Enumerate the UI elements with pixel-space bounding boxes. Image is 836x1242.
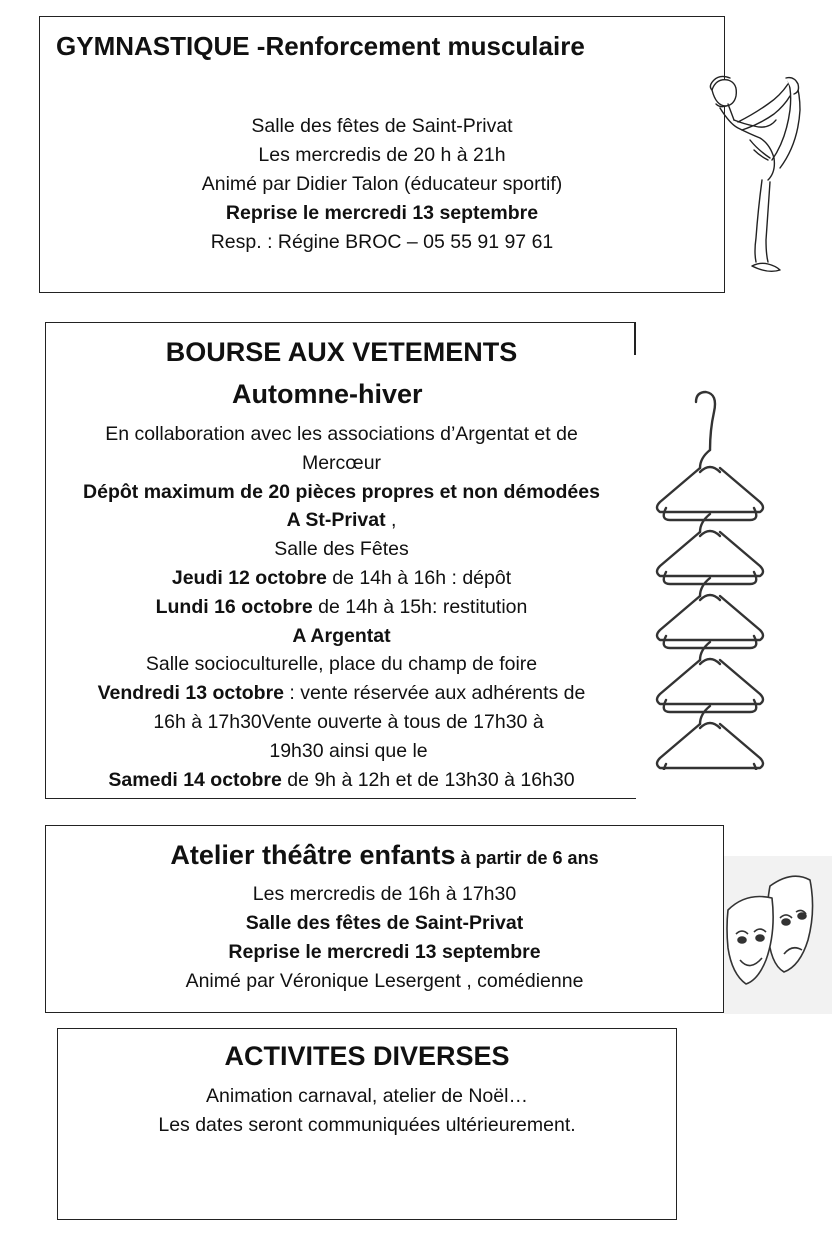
clothes-hangers-illustration [650,388,770,770]
theatre-details [46,880,723,996]
bourse-collab-line-2: Mercœur [301,451,382,474]
activites-line-1: Animation carnaval, atelier de Noël… [206,1085,528,1107]
theatre-section [45,825,724,1013]
gym-section [39,16,725,293]
gym-location: Salle des fêtes de Saint-Privat [251,115,513,137]
gym-details [40,112,724,257]
activites-line-2: Les dates seront communiquées ultérieurement. [158,1114,576,1136]
bourse-details [46,420,637,794]
theatre-schedule: Les mercredis de 16h à 17h30 [252,883,517,905]
gymnast-illustration [690,70,810,275]
bourse-place-1-name: A St-Privat [286,509,386,532]
bourse-collab-line-1: En collaboration avec les associations d’Argentat et de [105,423,578,445]
activites-title: ACTIVITES DIVERSES [224,1041,510,1071]
activites-details [58,1082,676,1140]
bourse-depot-max: Dépôt maximum de 20 pièces propres et non démodées [83,480,600,503]
bourse-jeudi-time: de 14h à 16h : dépôt [326,566,512,589]
gym-contact: Resp. : Régine BROC – 05 55 91 97 61 [210,231,554,253]
gym-schedule: Les mercredis de 20 h à 21h [258,144,506,166]
bourse-place-1-suffix: , [385,509,397,532]
bourse-samedi [46,766,637,795]
bourse-jeudi-date: Jeudi 12 octobre [171,566,327,589]
theatre-header [46,840,723,871]
bourse-lundi-date: Lundi 16 octobre [155,595,313,618]
bourse-vendredi-line-2: 16h à 17h30Vente ouverte à tous de 17h30 à [153,710,544,733]
bourse-vendredi-line-3: 19h30 ainsi que le [269,739,428,762]
gym-title: GYMNASTIQUE -Renforcement musculaire [56,31,585,61]
bourse-salle-2: Salle socioculturelle, place du champ de foire [145,653,538,676]
bourse-vendredi-date: Vendredi 13 octobre [97,682,285,705]
gym-instructor: Animé par Didier Talon (éducateur sportif) [201,173,563,195]
bourse-place-2: A Argentat [292,624,391,647]
bourse-lundi [46,593,637,622]
bourse-vendredi [46,679,637,708]
theatre-restart: Reprise le mercredi 13 septembre [228,941,541,963]
theatre-age: à partir de 6 ans [455,848,599,868]
bourse-vendredi-info: : vente réservée aux adhérents de [284,682,586,705]
activites-section [57,1028,677,1220]
bourse-border-right [634,322,636,355]
bourse-jeudi [46,564,637,593]
bourse-place-1 [46,506,637,535]
theatre-location: Salle des fêtes de Saint-Privat [245,912,524,934]
bourse-samedi-time: de 9h à 12h et de 13h30 à 16h30 [281,768,575,791]
gym-restart: Reprise le mercredi 13 septembre [225,202,539,224]
bourse-subtitle: Automne-hiver [232,379,423,409]
theatre-title: Atelier théâtre enfants [170,840,456,870]
bourse-samedi-date: Samedi 14 octobre [108,768,282,791]
bourse-salle-1: Salle des Fêtes [274,538,409,561]
theatre-masks-illustration [724,856,832,1014]
bourse-title: BOURSE AUX VETEMENTS [165,337,518,367]
bourse-lundi-time: de 14h à 15h: restitution [312,595,528,618]
bourse-section [45,322,636,799]
theatre-instructor: Animé par Véronique Lesergent , comédienne [185,970,584,992]
